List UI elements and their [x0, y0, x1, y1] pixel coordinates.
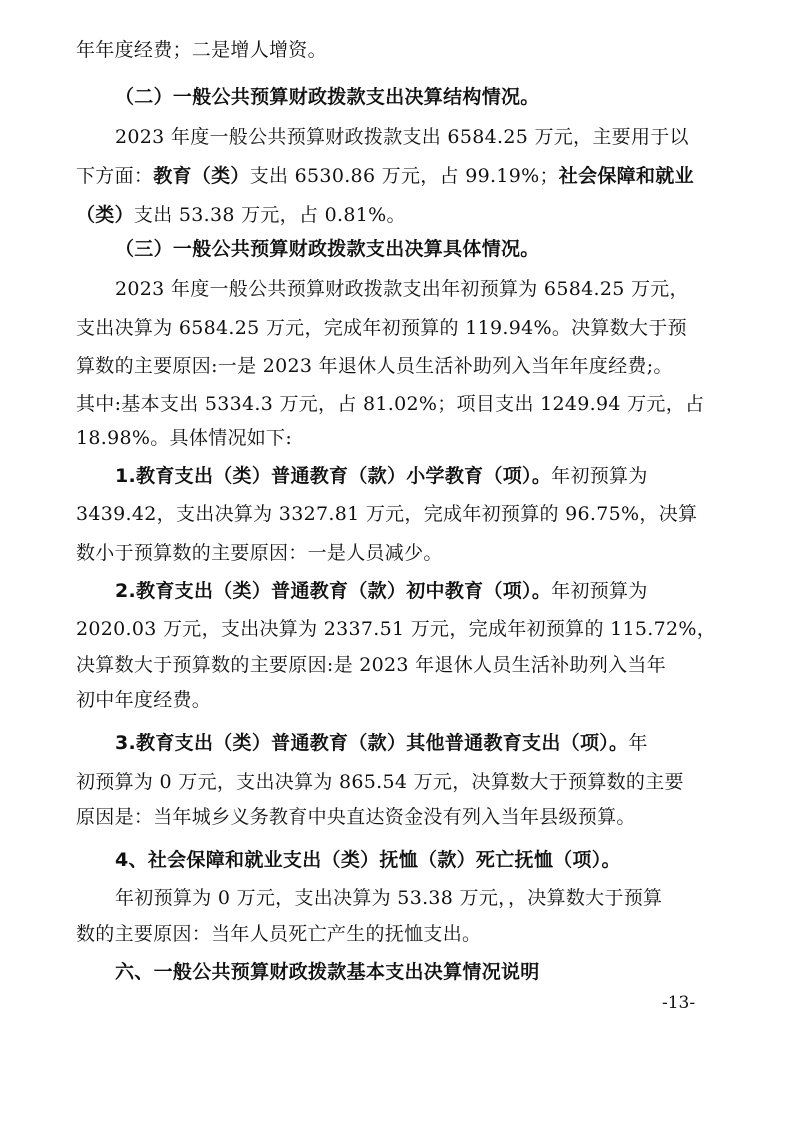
text-span: 初中年度经费。 [76, 689, 212, 711]
text-span: 决算数大于预算数的主要原因:是 2023 年退休人员生活补助列入当年 [76, 654, 667, 676]
text-span: 支出决算为 6584.25 万元，完成年初预算的 119.94%。决算数大于预 [76, 317, 687, 339]
text-span: 2020.03 万元，支出决算为 2337.51 万元，完成年初预算的 115.72%， [76, 618, 717, 640]
text-span: 2023 年度一般公共预算财政拨款支出 6584.25 万元，主要用于以 [115, 126, 689, 148]
text-line [76, 354, 714, 378]
text-line [76, 316, 714, 340]
text-span: 下方面： [76, 165, 154, 187]
text-span: 算数的主要原因:一是 2023 年退休人员生活补助列入当年年度经费;。 [76, 355, 673, 377]
text-span: 18.98%。具体情况如下: [76, 427, 293, 449]
text-span: 支出 53.38 万元，占 0.81%。 [133, 204, 406, 226]
text-line [76, 617, 717, 641]
text-span: 数小于预算数的主要原因：一是人员减少。 [76, 542, 443, 564]
heading-text: （二）一般公共预算财政拨款支出决算结构情况。 [115, 86, 540, 108]
section-heading-structure [115, 85, 715, 109]
heading-text: （三）一般公共预算财政拨款支出决算具体情况。 [115, 238, 540, 260]
text-line [76, 688, 714, 712]
section-heading-details [115, 237, 715, 261]
text-line [76, 164, 714, 188]
text-line [76, 426, 714, 450]
heading-text: 4、社会保障和就业支出（类）抚恤（款）死亡抚恤（项）。 [115, 849, 621, 871]
bold-term: 1.教育支出（类）普通教育（款）小学教育（项）。 [115, 465, 552, 487]
page-number: -13- [662, 993, 696, 1013]
text-span: 年初预算为 0 万元，支出决算为 53.38 万元，，决算数大于预算 [115, 887, 663, 909]
text-line [76, 922, 714, 946]
bold-term: 教育（类） [153, 165, 250, 187]
text-span: 原因是：当年城乡义务教育中央直达资金没有列入当年县级预算。 [76, 806, 636, 828]
text-span: 其中:基本支出 5334.3 万元，占 81.02%；项目支出 1249.94 万元，占 [76, 393, 705, 415]
bold-term: 社会保障和就业 [558, 165, 694, 187]
item-heading-junior [115, 579, 715, 603]
text-line [76, 38, 714, 62]
text-span: 3439.42，支出决算为 3327.81 万元，完成年初预算的 96.75%，决算 [76, 503, 698, 525]
item-heading-social [115, 848, 715, 872]
section-heading-six [115, 960, 715, 984]
text-line [76, 805, 714, 829]
text-span: 年初预算为 [551, 465, 648, 487]
text-span: 年年度经费；二是增人增资。 [76, 39, 327, 61]
text-line [76, 770, 714, 794]
text-span: 数的主要原因：当年人员死亡产生的抚恤支出。 [76, 923, 482, 945]
text-line [76, 203, 714, 227]
heading-text: 六、一般公共预算财政拨款基本支出决算情况说明 [115, 961, 540, 983]
text-line [115, 277, 715, 301]
text-line [76, 653, 714, 677]
text-span: 初预算为 0 万元，支出决算为 865.54 万元，决算数大于预算数的主要 [76, 771, 684, 793]
text-line [115, 886, 715, 910]
bold-term: 3.教育支出（类）普通教育（款）其他普通教育支出（项）。 [115, 732, 629, 754]
text-span: 年初预算为 [551, 580, 648, 602]
item-heading-primary [115, 464, 715, 488]
item-heading-other [115, 731, 715, 755]
text-line [76, 541, 714, 565]
text-line [76, 392, 714, 416]
bold-term: 2.教育支出（类）普通教育（款）初中教育（项）。 [115, 580, 552, 602]
bold-term: （类） [76, 204, 134, 226]
text-span: 支出 6530.86 万元，占 99.19%； [249, 165, 559, 187]
text-span: 2023 年度一般公共预算财政拨款支出年初预算为 6584.25 万元， [115, 278, 689, 300]
text-line [115, 125, 715, 149]
text-span: 年 [628, 732, 648, 754]
text-line [76, 502, 714, 526]
